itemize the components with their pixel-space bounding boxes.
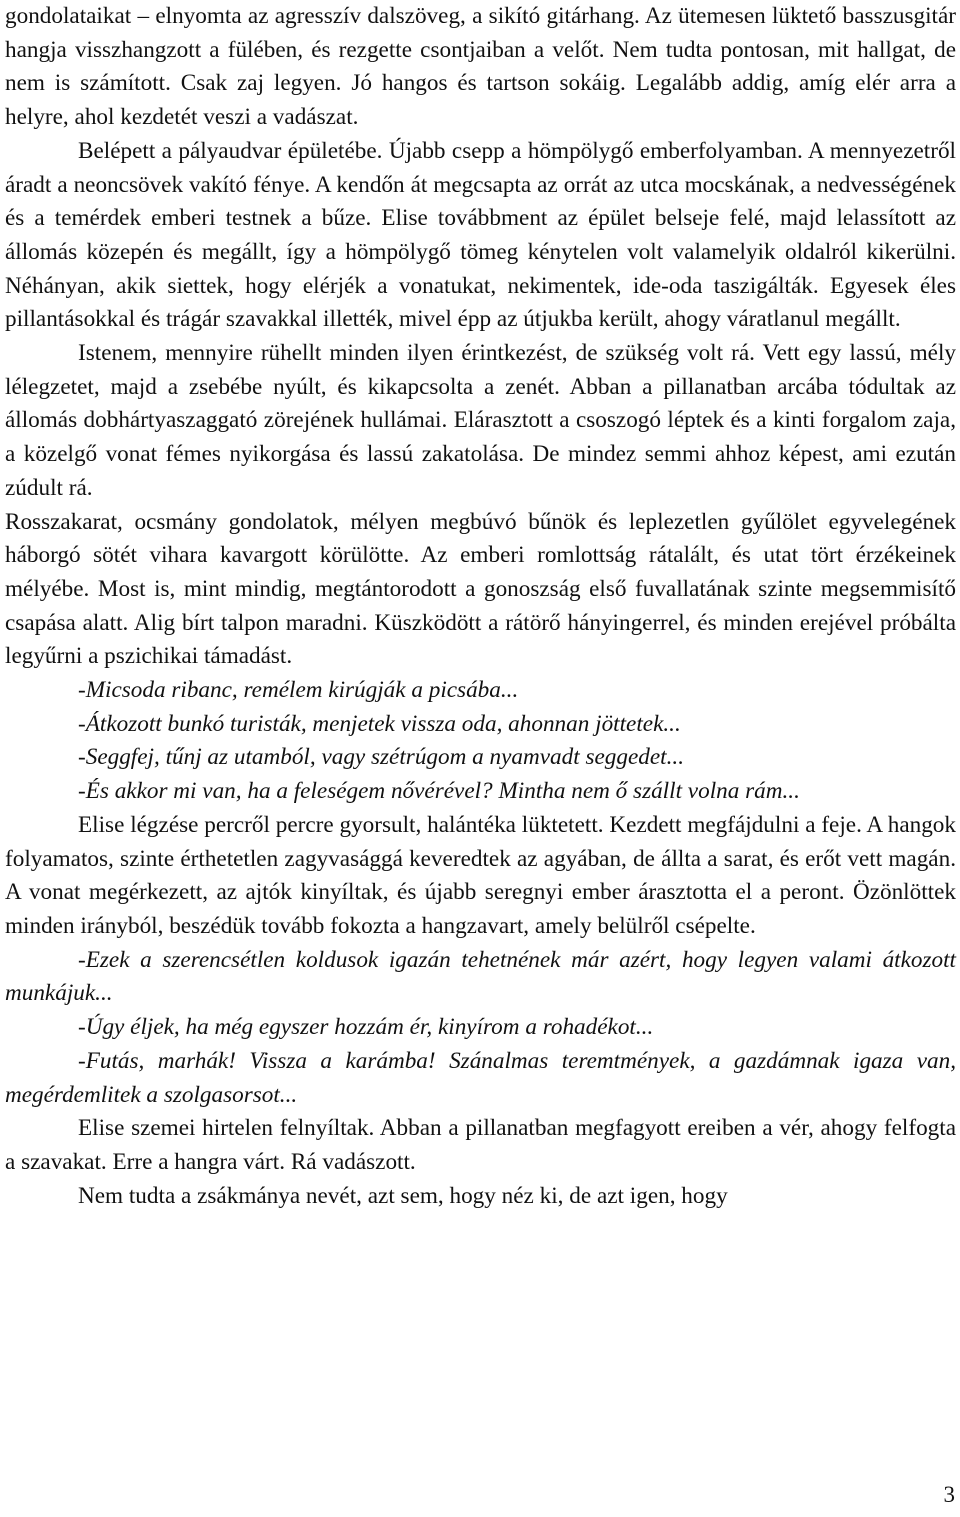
paragraph-4: Rosszakarat, ocsmány gondolatok, mélyen megbúvó bűnök és leplezetlen gyűlölet egyvelegének háborgó sötét vihara kavargott körülötte. Az emberi romlottság rátalált, és utat tört érzékeinek mélyébe. Most is, mint mindig, megtántorodott a gonoszság első fuvallatának szinte megsemmisítő csapása alatt. Alig bírt talpon maradni. Küszködött a rátörő hányingerrel, és minden erejével próbálta legyűrni a pszichikai támadást. [5, 508, 956, 670]
quote-line-7: -Futás, marhák! Vissza a karámba! Szánalmas teremtmények, a gazdámnak igaza van, megérdemlitek a szolgasorsot... [5, 1047, 956, 1108]
quote-line-6: -Úgy éljek, ha még egyszer hozzám ér, kinyírom a rohadékot... [78, 1014, 654, 1041]
quote-line-3: -Seggfej, tűnj az utamból, vagy szétrúgom a nyamvadt seggedet... [78, 744, 684, 771]
paragraph-3: Istenem, mennyire rühellt minden ilyen érintkezést, de szükség volt rá. Vett egy lassú, mély lélegzetet, majd a zsebébe nyúlt, és kikapcsolta a zenét. Abban a pillanatban arcába tódultak az állomás dobhártyaszaggató zörejének hullámai. Elárasztott a csoszogó léptek és a kinti forgalom zaja, a közelgő vonat fémes nyikorgása és lassú zakatolása. De mindez semmi ahhoz képest, ami ezután zúdult rá. [5, 340, 956, 501]
paragraph-2: Belépett a pályaudvar épületébe. Újabb csepp a hömpölygő emberfolyamban. A mennyezetről áradt a neoncsövek vakító fénye. A kendőn át megcsapta az orrát az utca mocskának, a nedvességének és a temérdek emberi testnek a bűze. Elise továbbment az épület belseje felé, majd lelassított az állomás közepén és megállt, így a hömpölygő tömeg kénytelen volt valamelyik oldalról kikerülni. Néhányan, akik siettek, hogy elérjék a vonatukat, nekimentek, ide-oda taszigálták. Egyesek éles pillantásokkal és trágár szavakkal illették, mivel épp az útjukba került, ahogy váratlanul megállt. [5, 137, 956, 333]
paragraph-7: Nem tudta a zsákmánya nevét, azt sem, hogy néz ki, de azt igen, hogy [78, 1182, 728, 1209]
quote-line-1: -Micsoda ribanc, remélem kirúgják a picsába... [78, 677, 519, 704]
paragraph-1: gondolataikat – elnyomta az agresszív dalszöveg, a sikító gitárhang. Az ütemesen lüktető basszusgitár hangja visszhangzott a fülében, és rezgette csontjaiban a velőt. Nem tudta pontosan, mit hallgat, de nem is számított. Csak zaj legyen. Jó hangos és tartson sokáig. Legalább addig, amíg elér arra a helyre, ahol kezdetét veszi a vadászat. [5, 3, 956, 131]
quote-line-5: -Ezek a szerencsétlen koldusok igazán tehetnének már azért, hogy legyen valami átkozott munkájuk... [5, 946, 956, 1007]
paragraph-5: Elise légzése percről percre gyorsult, halántéka lüktetett. Kezdett megfájdulni a feje. A hangok folyamatos, szinte érthetetlen zagyvasággá keveredtek az agyában, de állta a sarat, és erőt vett magán. A vonat megérkezett, az ajtók kinyíltak, és újabb seregnyi ember árasztotta el a peront. Özönlöttek minden irányból, beszédük tovább fokozta a hangzavart, amely belülről csépelte. [5, 811, 956, 939]
document-page [5, 0, 956, 1213]
quote-line-4: -És akkor mi van, ha a feleségem nővérével? Mintha nem ő szállt volna rám... [78, 778, 800, 805]
page-number: 3 [943, 1482, 955, 1507]
quote-line-2: -Átkozott bunkó turisták, menjetek vissza oda, ahonnan jöttetek... [78, 710, 681, 737]
paragraph-6: Elise szemei hirtelen felnyíltak. Abban a pillanatban megfagyott ereiben a vér, ahogy felfogta a szavakat. Erre a hangra várt. Rá vadászott. [5, 1115, 956, 1175]
